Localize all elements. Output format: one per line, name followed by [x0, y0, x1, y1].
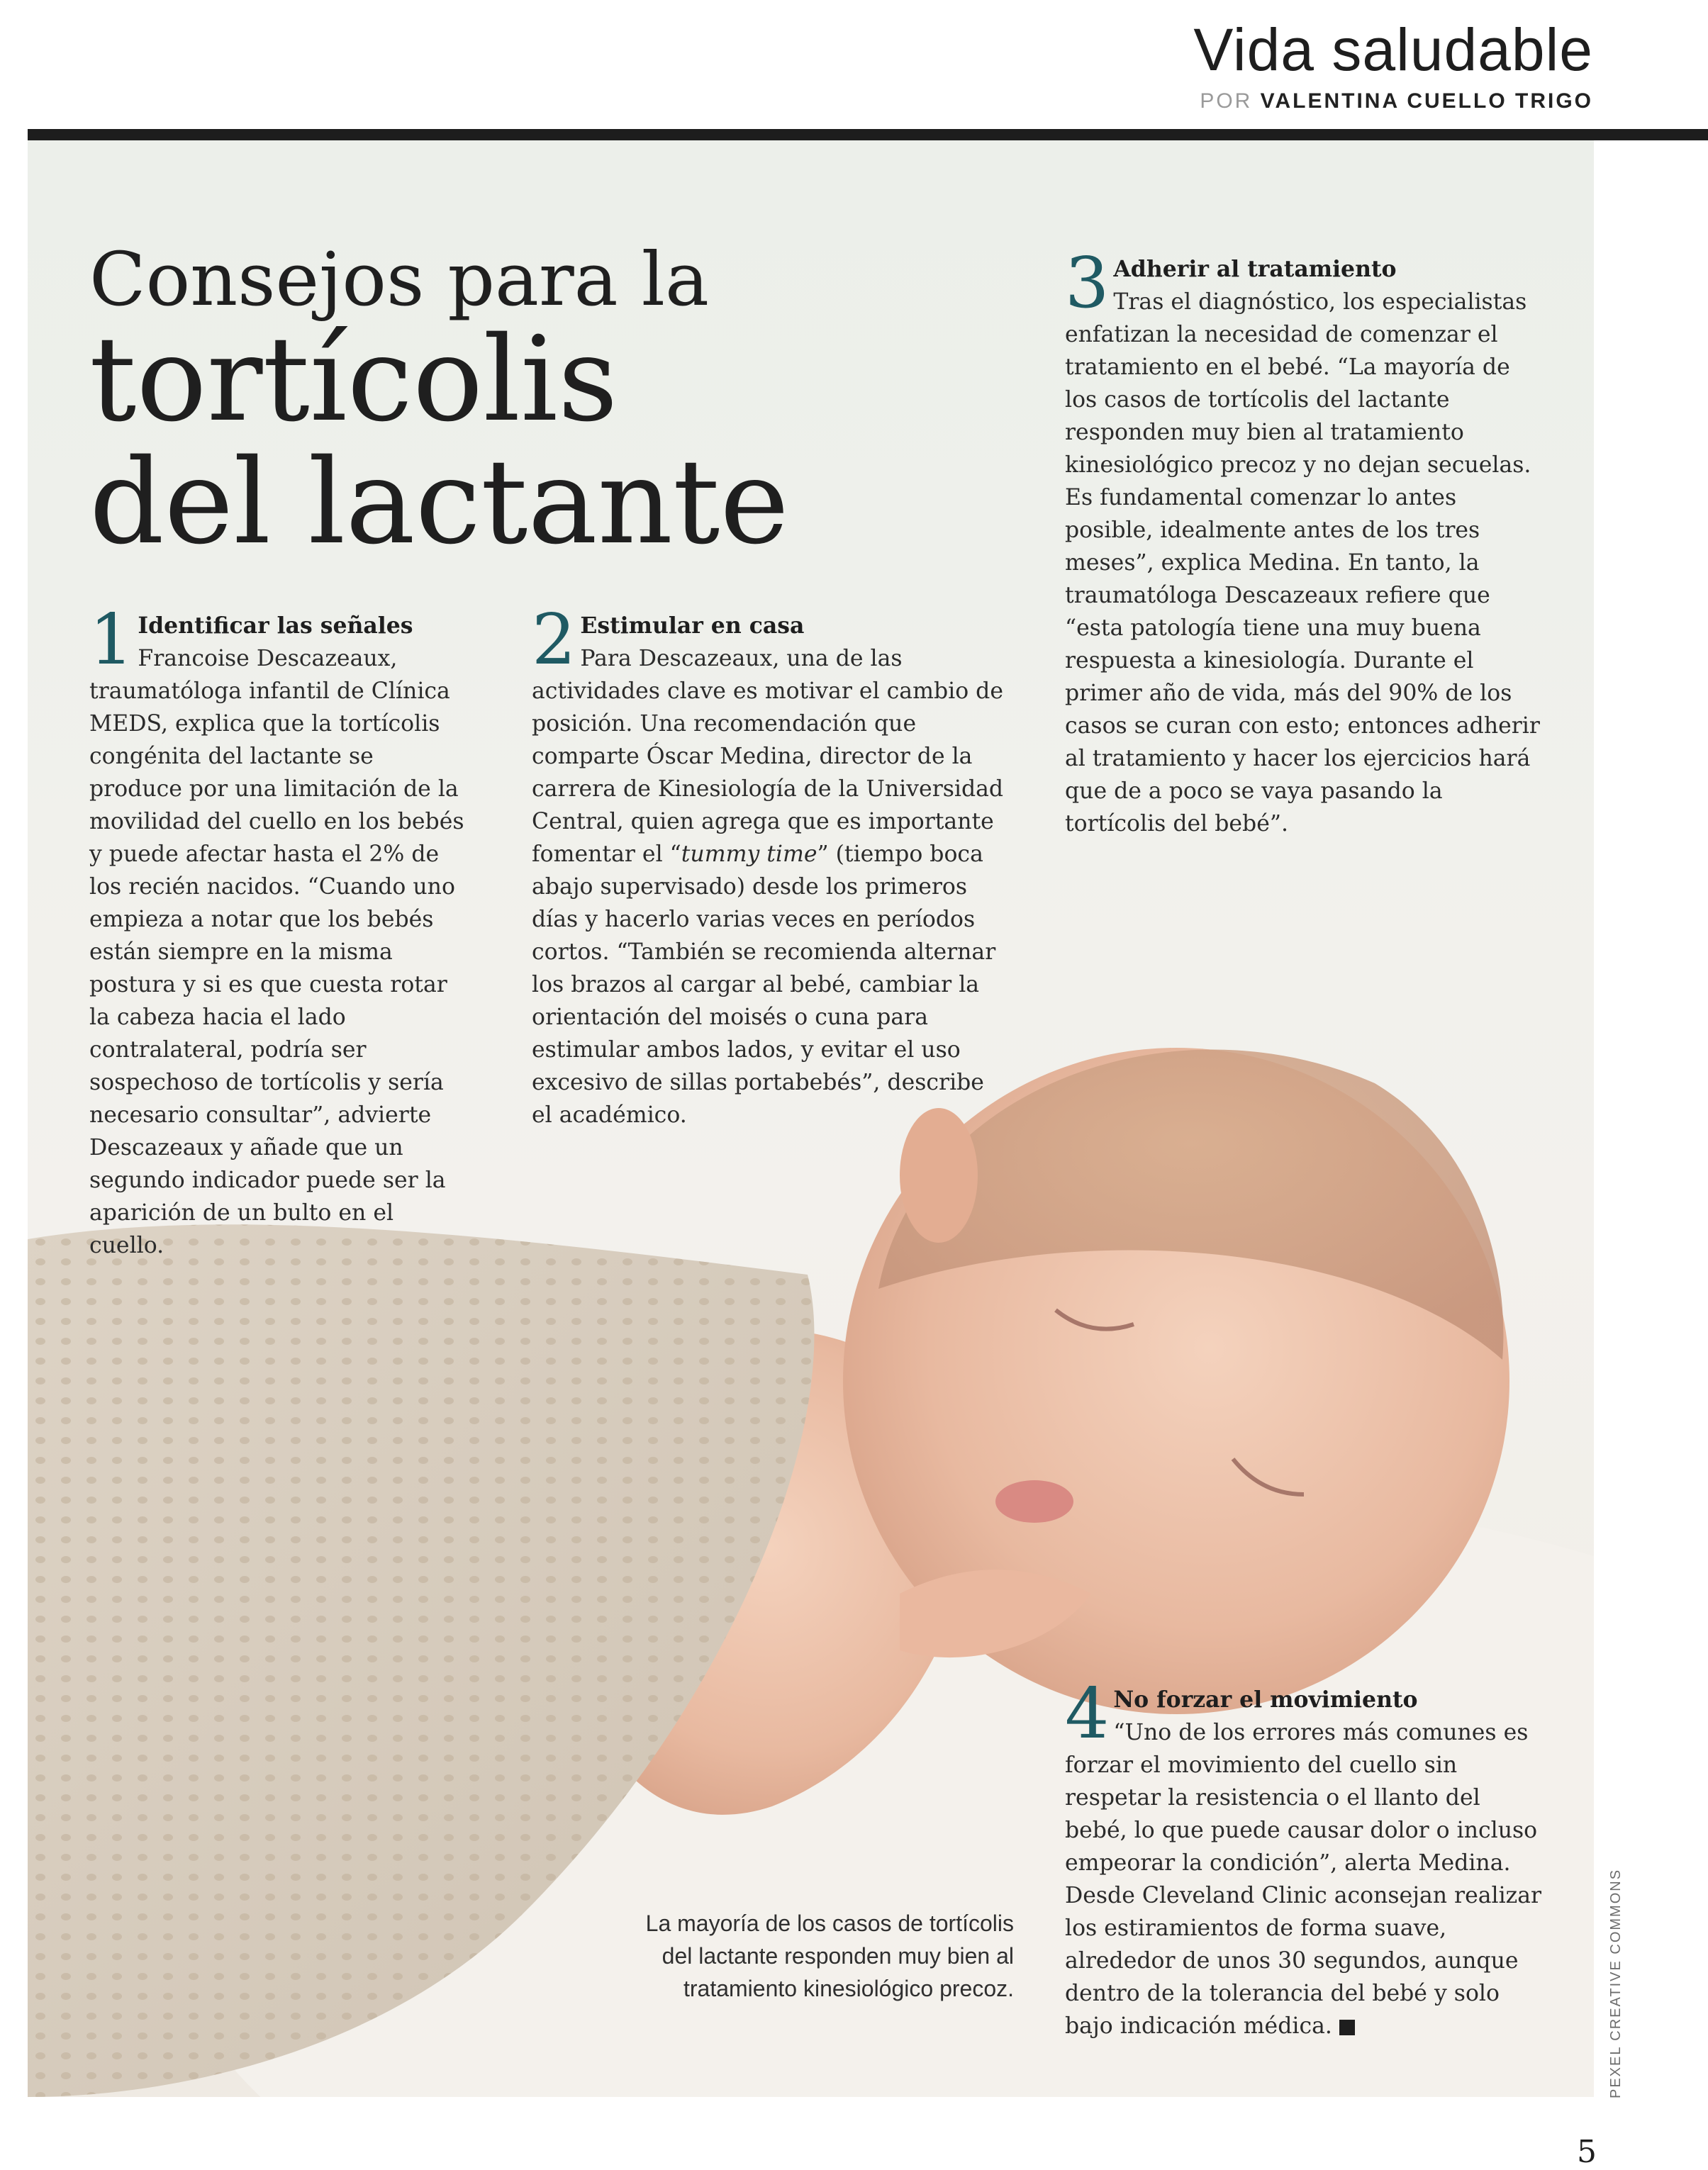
tip-body-b: ” (tiempo boca abajo supervisado) desde los primeros días y hacerlo varias veces en períodos cortos. “También se recomienda alternar los brazos al cargar al bebé, cambiar la orientación del moisés o cuna para estimular ambos lados, y evitar el uso excesivo de sillas portabebés”, describe el académico. — [532, 841, 996, 1128]
page-number: 5 — [1577, 2134, 1597, 2170]
tip-title: Estimular en casa — [580, 613, 805, 639]
tip-body: Tras el diagnóstico, los especialistas enfatizan la necesidad de comenzar el tratamiento en el bebé. “La mayoría de los casos de tortícolis del lactante responden muy bien al tratamiento kinesiológico precoz y no dejan secuelas. Es fundamental comenzar lo antes posible, idealmente antes de los tres meses”, explica Medina. En tanto, la traumatóloga Descazeaux refiere que “esta patología tiene una muy buena respuesta a kinesiología. Durante el primer año de vida, más del 90% de los casos se curan con esto; entonces adherir al tratamiento y hacer los ejercicios hará que de a poco se vaya pasando la tortícolis del bebé”. — [1065, 289, 1540, 837]
tip-number: 3 — [1065, 243, 1110, 324]
tip-1 — [89, 600, 472, 1262]
tip-title: Identificar las señales — [138, 613, 413, 639]
tip-number: 1 — [89, 600, 134, 681]
byline-author: VALENTINA CUELLO TRIGO — [1260, 89, 1593, 113]
tip-2 — [532, 600, 1007, 1131]
byline-prefix: POR — [1200, 89, 1253, 113]
headline-line3: del lactante — [89, 434, 789, 571]
top-rule — [28, 129, 1708, 140]
tip-3 — [1065, 243, 1547, 840]
byline — [1193, 89, 1593, 113]
tip-number: 4 — [1065, 1674, 1110, 1755]
tip-body: Francoise Descazeaux, traumatóloga infantil de Clínica MEDS, explica que la tortícolis congénita del lactante se produce por una limitación de la movilidad del cuello en los bebés y puede afectar hasta el 2% de los recién nacidos. “Cuando uno empieza a notar que los bebés están siempre en la misma postura y si es que cuesta rotar la cabeza hacia el lado contralateral, podría ser sospechoso de tortícolis y sería necesario consultar”, advierte Descazeaux y añade que un segundo indicador puede ser la aparición de un bulto en el cuello. — [89, 646, 464, 1258]
photo-credit: PEXEL CREATIVE COMMONS — [1608, 1868, 1624, 2098]
end-mark — [1339, 2020, 1355, 2035]
section-title: Vida saludable — [1193, 16, 1593, 83]
tip-title: No forzar el movimiento — [1113, 1687, 1418, 1713]
headline-line2: tortícolis — [89, 311, 618, 448]
tip-body-a: Para Descazeaux, una de las actividades clave es motivar el cambio de posición. Una recomendación que comparte Óscar Medina, director de la carrera de Kinesiología de la Universidad Central, quien agrega que es importante fomentar el “ — [532, 646, 1004, 867]
tip-body-em: tummy time — [681, 841, 817, 867]
tip-number: 2 — [532, 600, 576, 681]
section-header — [1193, 16, 1593, 113]
headline — [89, 236, 789, 571]
headline-line1: Consejos para la — [89, 236, 709, 323]
photo-caption: La mayoría de los casos de tortícolis del lactante responden muy bien al tratamiento kinesiológico precoz. — [645, 1911, 1014, 2001]
tip-title: Adherir al tratamiento — [1113, 256, 1397, 282]
tip-4 — [1065, 1674, 1547, 2042]
tip-body: “Uno de los errores más comunes es forzar el movimiento del cuello sin respetar la resistencia o el llanto del bebé, lo que puede causar dolor o incluso empeorar la condición”, alerta Medina. Desde Cleveland Clinic aconsejan realizar los estiramientos de forma suave, alrededor de unos 30 segundos, aunque dentro de la tolerancia del bebé y solo bajo indicación médica. — [1065, 1720, 1542, 2039]
